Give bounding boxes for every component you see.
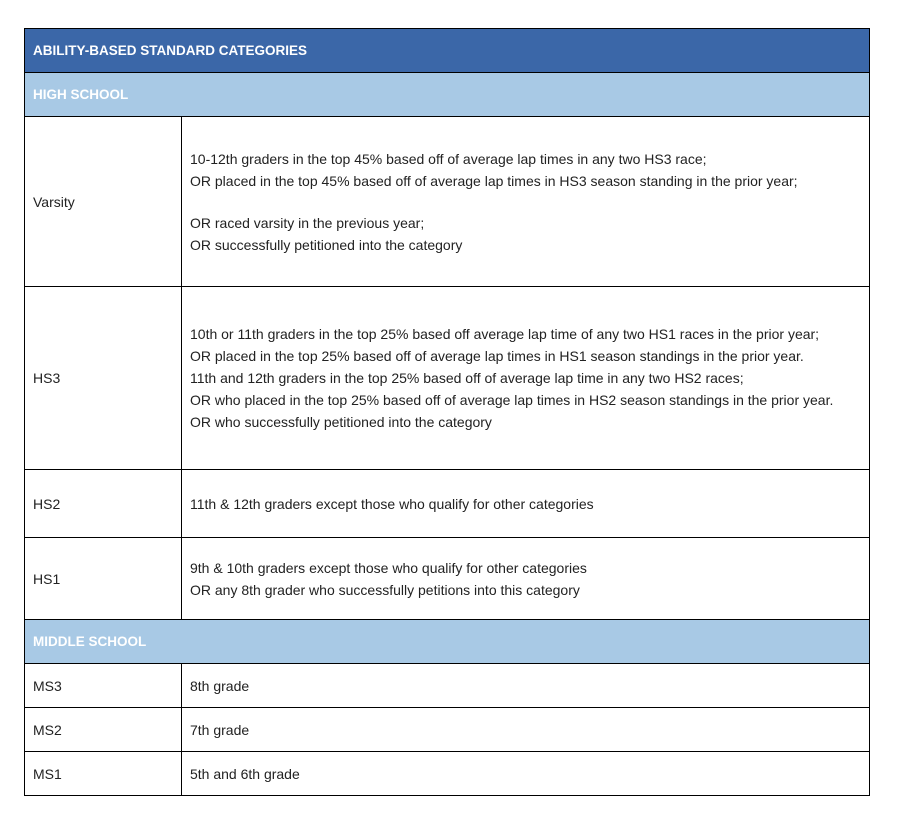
category-cell: MS2 xyxy=(25,708,182,752)
criteria-line: OR successfully petitioned into the category xyxy=(190,236,463,253)
section-heading-high-school: HIGH SCHOOL xyxy=(25,73,870,117)
category-cell: HS3 xyxy=(25,287,182,470)
criteria-cell xyxy=(182,470,870,538)
category-cell: HS2 xyxy=(25,470,182,538)
table-title-row xyxy=(25,29,870,73)
table-row-varsity xyxy=(25,117,870,287)
criteria-line: 9th & 10th graders except those who qualify for other categories xyxy=(190,559,587,576)
table-row-ms1 xyxy=(25,752,870,796)
criteria-line: 10-12th graders in the top 45% based off of average lap times in any two HS3 race; xyxy=(190,150,707,167)
criteria-line: OR who successfully petitioned into the category xyxy=(190,414,492,430)
table-row-hs1 xyxy=(25,538,870,620)
category-cell: MS1 xyxy=(25,752,182,796)
criteria-line: 10th or 11th graders in the top 25% based off average lap time of any two HS1 races in the prior year; xyxy=(190,326,820,342)
table-row-hs3 xyxy=(25,287,870,470)
category-cell: MS3 xyxy=(25,664,182,708)
criteria-cell xyxy=(182,538,870,620)
criteria-cell xyxy=(182,708,870,752)
category-cell: Varsity xyxy=(25,117,182,287)
criteria-cell xyxy=(182,752,870,796)
category-cell: HS1 xyxy=(25,538,182,620)
criteria-line: OR placed in the top 45% based off of average lap times in HS3 season standing in the prior year; xyxy=(190,172,798,189)
criteria-cell xyxy=(182,287,870,470)
section-row-middle-school xyxy=(25,620,870,664)
criteria-line: 8th grade xyxy=(190,677,250,694)
table-row-ms3 xyxy=(25,664,870,708)
table-row-hs2 xyxy=(25,470,870,538)
table-title: ABILITY-BASED STANDARD CATEGORIES xyxy=(25,29,870,73)
table-row-ms2 xyxy=(25,708,870,752)
categories-table xyxy=(24,28,870,796)
criteria-line: 5th and 6th grade xyxy=(190,765,300,782)
criteria-line: OR placed in the top 25% based off of average lap times in HS1 season standings in the prior year. xyxy=(190,348,804,364)
criteria-cell xyxy=(182,664,870,708)
criteria-line: 11th and 12th graders in the top 25% based off of average lap time in any two HS2 races; xyxy=(190,370,744,386)
criteria-line: 7th grade xyxy=(190,721,250,738)
criteria-line: OR any 8th grader who successfully petitions into this category xyxy=(190,581,580,598)
criteria-line: 11th & 12th graders except those who qualify for other categories xyxy=(190,495,594,512)
criteria-line: OR raced varsity in the previous year; xyxy=(190,214,425,231)
section-row-high-school xyxy=(25,73,870,117)
section-heading-middle-school: MIDDLE SCHOOL xyxy=(25,620,870,664)
criteria-line: OR who placed in the top 25% based off of average lap times in HS2 season standings in the prior year. xyxy=(190,392,834,408)
criteria-cell xyxy=(182,117,870,287)
